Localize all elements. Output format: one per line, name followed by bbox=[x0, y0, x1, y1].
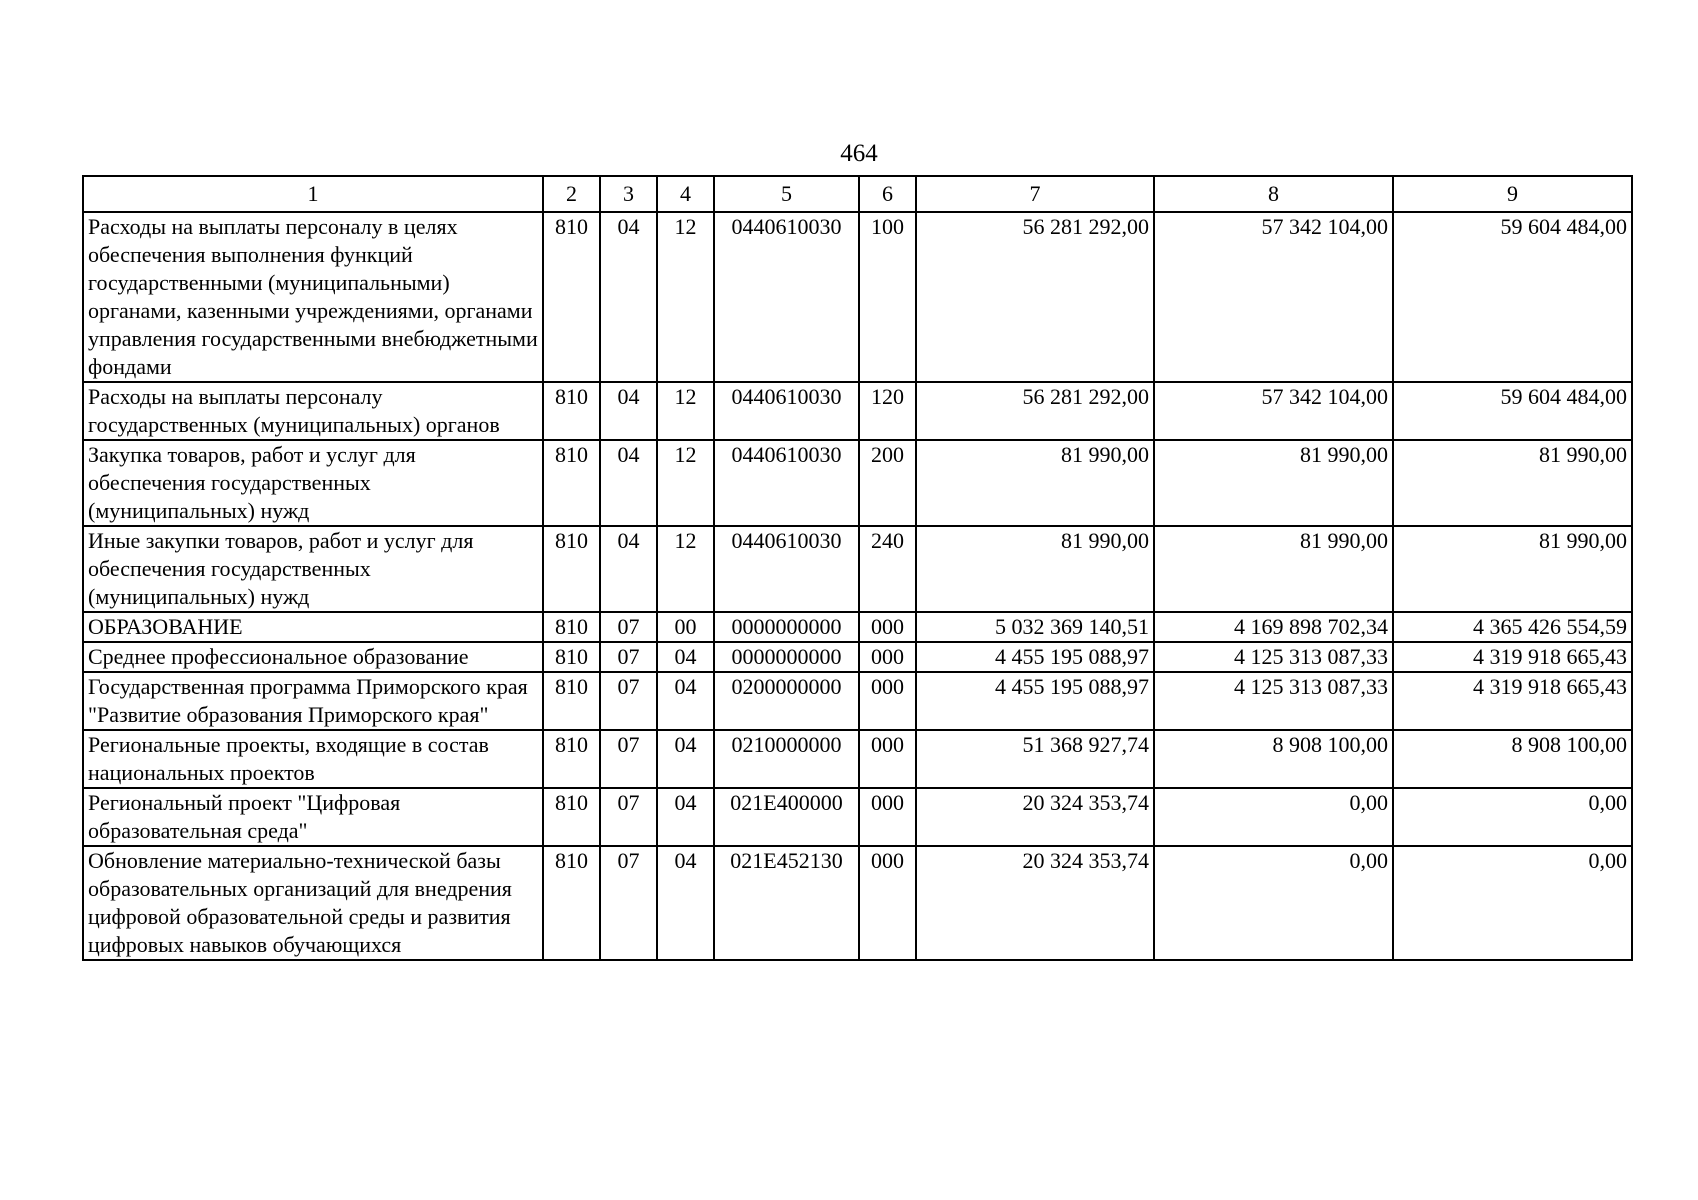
table-row bbox=[83, 730, 1632, 788]
table-row bbox=[83, 846, 1632, 960]
column-header: 9 bbox=[1393, 176, 1632, 212]
subsection-code: 04 bbox=[657, 846, 714, 960]
table-row bbox=[83, 440, 1632, 526]
ministry-code: 810 bbox=[543, 612, 600, 642]
target-code: 021E400000 bbox=[714, 788, 859, 846]
table-row bbox=[83, 612, 1632, 642]
target-code: 0210000000 bbox=[714, 730, 859, 788]
expense-type-code: 120 bbox=[859, 382, 916, 440]
ministry-code: 810 bbox=[543, 788, 600, 846]
section-code: 07 bbox=[600, 612, 657, 642]
expense-type-code: 100 bbox=[859, 212, 916, 382]
section-code: 07 bbox=[600, 846, 657, 960]
amount-col9: 81 990,00 bbox=[1393, 526, 1632, 612]
subsection-code: 12 bbox=[657, 526, 714, 612]
row-name: Обновление материально-технической базы образовательных организаций для внедрения цифровой образовательной среды и развития цифровых навыков обучающихся bbox=[83, 846, 543, 960]
column-header: 2 bbox=[543, 176, 600, 212]
table-row bbox=[83, 526, 1632, 612]
target-code: 0000000000 bbox=[714, 612, 859, 642]
amount-col7: 51 368 927,74 bbox=[916, 730, 1154, 788]
section-code: 07 bbox=[600, 672, 657, 730]
subsection-code: 04 bbox=[657, 788, 714, 846]
amount-col7: 81 990,00 bbox=[916, 526, 1154, 612]
table-row bbox=[83, 382, 1632, 440]
subsection-code: 12 bbox=[657, 382, 714, 440]
subsection-code: 04 bbox=[657, 672, 714, 730]
ministry-code: 810 bbox=[543, 642, 600, 672]
page-number: 464 bbox=[840, 140, 878, 167]
column-header: 8 bbox=[1154, 176, 1393, 212]
amount-col7: 4 455 195 088,97 bbox=[916, 672, 1154, 730]
amount-col9: 0,00 bbox=[1393, 846, 1632, 960]
row-name: Расходы на выплаты персоналу в целях обеспечения выполнения функций государственными (муниципальными) органами, казенными учреждениями, органами управления государственными внебюджетными фондами bbox=[83, 212, 543, 382]
target-code: 0000000000 bbox=[714, 642, 859, 672]
amount-col7: 56 281 292,00 bbox=[916, 212, 1154, 382]
expense-type-code: 000 bbox=[859, 672, 916, 730]
section-code: 04 bbox=[600, 440, 657, 526]
section-code: 07 bbox=[600, 730, 657, 788]
budget-table bbox=[82, 175, 1633, 961]
row-name: Расходы на выплаты персоналу государственных (муниципальных) органов bbox=[83, 382, 543, 440]
ministry-code: 810 bbox=[543, 730, 600, 788]
amount-col9: 4 319 918 665,43 bbox=[1393, 672, 1632, 730]
expense-type-code: 000 bbox=[859, 730, 916, 788]
amount-col7: 20 324 353,74 bbox=[916, 788, 1154, 846]
target-code: 0440610030 bbox=[714, 526, 859, 612]
column-header: 6 bbox=[859, 176, 916, 212]
amount-col9: 0,00 bbox=[1393, 788, 1632, 846]
row-name: Региональные проекты, входящие в состав национальных проектов bbox=[83, 730, 543, 788]
subsection-code: 04 bbox=[657, 642, 714, 672]
ministry-code: 810 bbox=[543, 846, 600, 960]
subsection-code: 00 bbox=[657, 612, 714, 642]
amount-col9: 8 908 100,00 bbox=[1393, 730, 1632, 788]
column-header: 5 bbox=[714, 176, 859, 212]
subsection-code: 12 bbox=[657, 440, 714, 526]
ministry-code: 810 bbox=[543, 382, 600, 440]
row-name: Государственная программа Приморского края "Развитие образования Приморского края" bbox=[83, 672, 543, 730]
target-code: 021E452130 bbox=[714, 846, 859, 960]
amount-col8: 57 342 104,00 bbox=[1154, 382, 1393, 440]
amount-col7: 81 990,00 bbox=[916, 440, 1154, 526]
amount-col8: 4 169 898 702,34 bbox=[1154, 612, 1393, 642]
table-row bbox=[83, 642, 1632, 672]
target-code: 0440610030 bbox=[714, 212, 859, 382]
table-row bbox=[83, 212, 1632, 382]
row-name: ОБРАЗОВАНИЕ bbox=[83, 612, 543, 642]
section-code: 04 bbox=[600, 526, 657, 612]
row-name: Региональный проект "Цифровая образовательная среда" bbox=[83, 788, 543, 846]
amount-col9: 59 604 484,00 bbox=[1393, 382, 1632, 440]
column-header: 3 bbox=[600, 176, 657, 212]
amount-col8: 0,00 bbox=[1154, 846, 1393, 960]
column-header: 4 bbox=[657, 176, 714, 212]
amount-col8: 81 990,00 bbox=[1154, 526, 1393, 612]
expense-type-code: 200 bbox=[859, 440, 916, 526]
amount-col8: 4 125 313 087,33 bbox=[1154, 672, 1393, 730]
expense-type-code: 000 bbox=[859, 612, 916, 642]
subsection-code: 04 bbox=[657, 730, 714, 788]
section-code: 04 bbox=[600, 382, 657, 440]
section-code: 04 bbox=[600, 212, 657, 382]
amount-col8: 57 342 104,00 bbox=[1154, 212, 1393, 382]
amount-col7: 4 455 195 088,97 bbox=[916, 642, 1154, 672]
subsection-code: 12 bbox=[657, 212, 714, 382]
amount-col7: 56 281 292,00 bbox=[916, 382, 1154, 440]
ministry-code: 810 bbox=[543, 440, 600, 526]
amount-col8: 8 908 100,00 bbox=[1154, 730, 1393, 788]
expense-type-code: 000 bbox=[859, 642, 916, 672]
ministry-code: 810 bbox=[543, 672, 600, 730]
section-code: 07 bbox=[600, 642, 657, 672]
amount-col9: 4 365 426 554,59 bbox=[1393, 612, 1632, 642]
column-header: 7 bbox=[916, 176, 1154, 212]
expense-type-code: 000 bbox=[859, 846, 916, 960]
header-row bbox=[83, 176, 1632, 212]
amount-col7: 5 032 369 140,51 bbox=[916, 612, 1154, 642]
amount-col8: 0,00 bbox=[1154, 788, 1393, 846]
expense-type-code: 240 bbox=[859, 526, 916, 612]
amount-col9: 4 319 918 665,43 bbox=[1393, 642, 1632, 672]
amount-col8: 81 990,00 bbox=[1154, 440, 1393, 526]
row-name: Иные закупки товаров, работ и услуг для обеспечения государственных (муниципальных) нужд bbox=[83, 526, 543, 612]
section-code: 07 bbox=[600, 788, 657, 846]
ministry-code: 810 bbox=[543, 526, 600, 612]
target-code: 0200000000 bbox=[714, 672, 859, 730]
row-name: Закупка товаров, работ и услуг для обеспечения государственных (муниципальных) нужд bbox=[83, 440, 543, 526]
amount-col9: 81 990,00 bbox=[1393, 440, 1632, 526]
amount-col9: 59 604 484,00 bbox=[1393, 212, 1632, 382]
amount-col8: 4 125 313 087,33 bbox=[1154, 642, 1393, 672]
target-code: 0440610030 bbox=[714, 382, 859, 440]
table-row bbox=[83, 788, 1632, 846]
row-name: Среднее профессиональное образование bbox=[83, 642, 543, 672]
column-header: 1 bbox=[83, 176, 543, 212]
expense-type-code: 000 bbox=[859, 788, 916, 846]
amount-col7: 20 324 353,74 bbox=[916, 846, 1154, 960]
target-code: 0440610030 bbox=[714, 440, 859, 526]
table-row bbox=[83, 672, 1632, 730]
ministry-code: 810 bbox=[543, 212, 600, 382]
